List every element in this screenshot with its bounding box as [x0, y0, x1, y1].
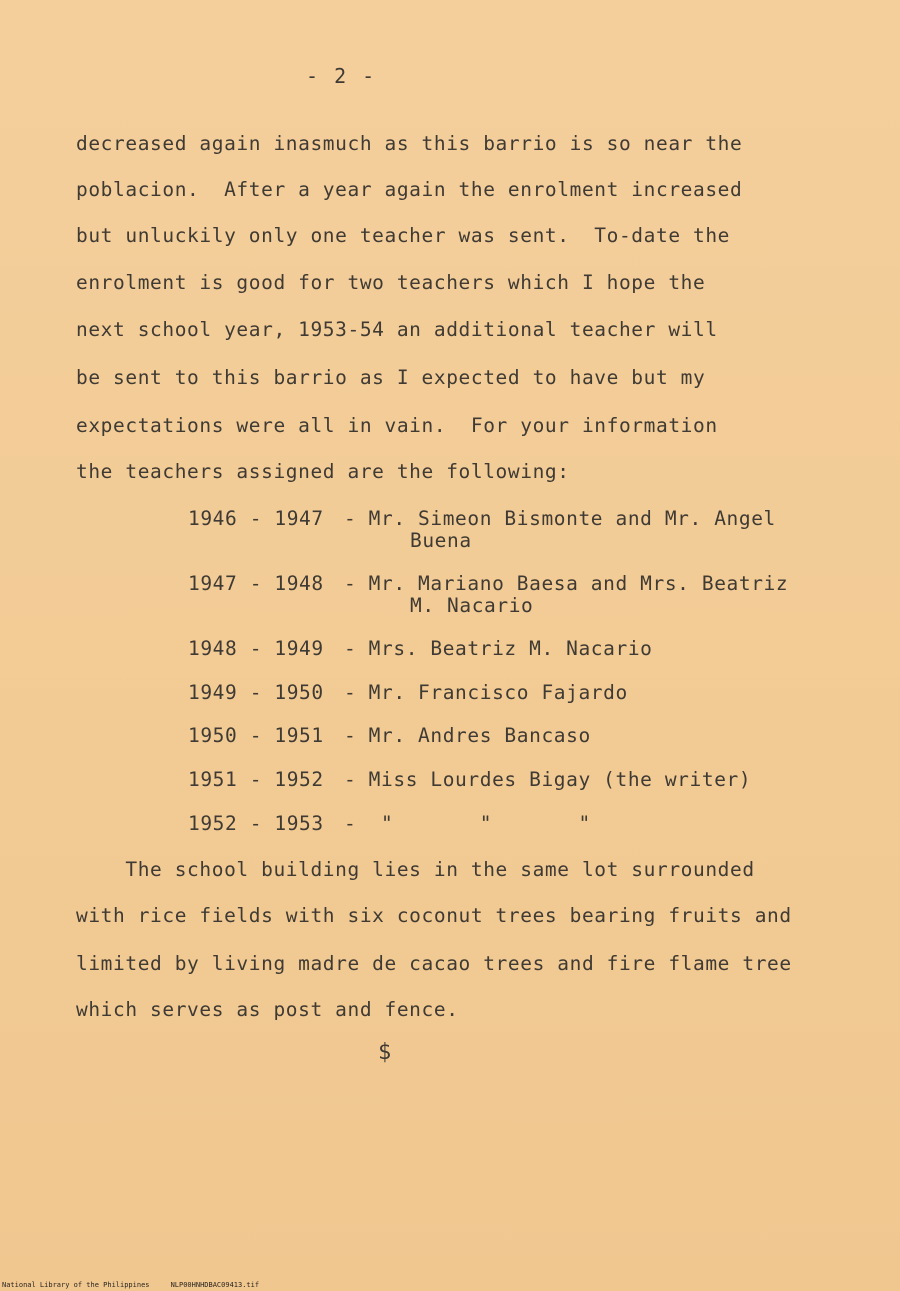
teacher-years: 1951 - 1952: [188, 768, 324, 791]
paragraph-line: expectations were all in vain. For your information: [76, 414, 718, 437]
paragraph-line: limited by living madre de cacao trees and fire flame tree: [76, 952, 792, 975]
teacher-name: - Mr. Andres Bancaso: [344, 724, 591, 747]
teacher-years: 1950 - 1951: [188, 724, 324, 747]
teacher-name: - Mrs. Beatriz M. Nacario: [344, 637, 653, 660]
teacher-years: 1949 - 1950: [188, 681, 324, 704]
paragraph-line: poblacion. After a year again the enrolment increased: [76, 178, 743, 201]
teacher-name-continued: Buena: [410, 529, 472, 552]
paragraph-line: with rice fields with six coconut trees bearing fruits and: [76, 904, 792, 927]
paragraph-line: which serves as post and fence.: [76, 998, 459, 1021]
teacher-years: 1946 - 1947: [188, 507, 324, 530]
teacher-name: - " " ": [344, 812, 591, 835]
teacher-name-continued: M. Nacario: [410, 594, 534, 617]
teacher-years: 1947 - 1948: [188, 572, 324, 595]
teacher-years: 1952 - 1953: [188, 812, 324, 835]
teacher-name: - Miss Lourdes Bigay (the writer): [344, 768, 752, 791]
teacher-name: - Mr. Mariano Baesa and Mrs. Beatriz: [344, 572, 789, 595]
teacher-name: - Mr. Simeon Bismonte and Mr. Angel: [344, 507, 776, 530]
paragraph-line: The school building lies in the same lot surrounded: [76, 858, 755, 881]
teacher-years: 1948 - 1949: [188, 637, 324, 660]
paragraph-line: be sent to this barrio as I expected to have but my: [76, 366, 706, 389]
page-number: - 2 -: [306, 64, 377, 88]
end-mark: $: [378, 1040, 392, 1065]
paragraph-line: next school year, 1953-54 an additional teacher will: [76, 318, 718, 341]
teacher-name: - Mr. Francisco Fajardo: [344, 681, 628, 704]
paragraph-line: enrolment is good for two teachers which I hope the: [76, 271, 706, 294]
paragraph-line: decreased again inasmuch as this barrio is so near the: [76, 132, 743, 155]
paragraph-line: but unluckily only one teacher was sent. To-date the: [76, 224, 731, 247]
paragraph-line: the teachers assigned are the following:: [76, 460, 570, 483]
footer-caption: National Library of the Philippines NLP00HNHDBAC09413.tif: [2, 1281, 260, 1289]
